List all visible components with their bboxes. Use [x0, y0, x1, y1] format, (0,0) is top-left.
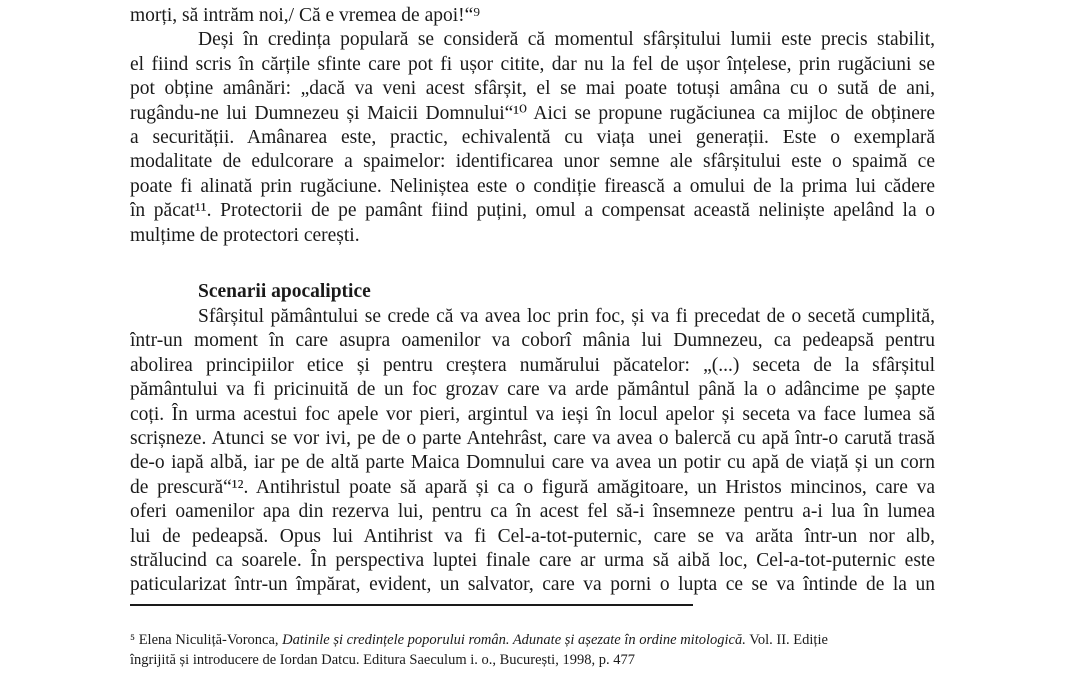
- text-line: Deși în credința populară se consideră că momentul sfârșitului lumii este precis stabilit,: [198, 29, 935, 51]
- text-line: strălucind ca soarele. În perspectiva luptei finale care ar urma să aibă loc, Cel-a-tot-puternic este: [130, 550, 935, 571]
- text-line: în păcat¹¹. Protectorii de pe pamânt fiind puțini, omul a compensat această neliniște apelând la o: [130, 200, 935, 222]
- footnote-title: Datinile și credințele poporului român. Adunate și așezate în ordine mitologică.: [282, 632, 746, 648]
- text-line: lui de pedeapsă. Opus lui Antihrist va fi Cel-a-tot-puternic, care se va arăta într-un nor alb,: [130, 525, 935, 547]
- text-line: abolirea principiilor etice și pentru creștera numărului păcatelor: „(...) seceta de la sfârșitul: [130, 354, 935, 376]
- text-line: scrișneze. Atunci se vor ivi, pe de o parte Antehrâst, care va avea o balercă cu apă într-o carută trasă: [130, 428, 935, 449]
- text-line: mulțime de protectori cerești.: [130, 224, 360, 246]
- text-line: modalitate de edulcorare a spaimelor: identificarea unor semne ale sfârșitului este o spaimă ce: [130, 151, 935, 173]
- text-line: a securității. Amânarea este, practic, echivalentă cu viața unei generații. Este o exemplară: [130, 127, 935, 148]
- section-heading: Scenarii apocaliptice: [198, 281, 371, 302]
- footnote-5-continued: îngrijită și introducere de Iordan Datcu. Editura Saeculum i. o., București, 1998, p. 477: [130, 652, 635, 668]
- text-line: de-o iapă albă, iar pe de altă parte Maica Domnului care va avea un potir cu apă de viață și un corn: [130, 452, 935, 474]
- footnote-volume: Vol. II. Ediție: [749, 632, 828, 648]
- text-line: Sfârșitul pământului se crede că va avea loc prin foc, și va fi precedat de o secetă cumplită,: [198, 306, 935, 327]
- footnote-marker: ⁵: [130, 632, 136, 648]
- text-line: pot obține amânări: „dacă va veni acest sfârșit, el se mai poate totuși amâna cu o sută de ani,: [130, 78, 935, 100]
- footnote-separator: [130, 604, 693, 606]
- text-line: oferi oamenilor apa din rezerva lui, pentru ca în acest fel să-i însemneze pentru a-i lua în lumea: [130, 501, 935, 523]
- text-line: poate fi alinată prin rugăciune. Neliniștea este o condiție firească a omului de la prima lui cădere: [130, 175, 935, 197]
- text-line: paticularizat într-un împărat, evident, un salvator, care va porni o lupta ce se va întinde de la un: [130, 574, 935, 596]
- text-line: într-un moment în care asupra oamenilor va coborî mânia lui Dumnezeu, ca pedeapsă pentru: [130, 330, 935, 352]
- text-line: coți. În urma acestui foc apele vor pieri, argintul va ieși în locul apelor și seceta va face lumea să: [130, 403, 935, 425]
- text-line: el fiind scris în cărțile sfinte care pot fi ușor citite, dar nu la fel de ușor înțelese, prin rugăciuni se: [130, 53, 935, 75]
- footnote-author: Elena Niculiță-Voronca,: [138, 632, 279, 648]
- text-line: rugându-ne lui Dumnezeu și Maicii Domnului“¹⁰ Aici se propune rugăciunea ca mijloc de obținere: [130, 102, 935, 124]
- text-line: pământului va fi pricinuită de un foc grozav care va arde pământul până la o adâncime pe șapte: [130, 379, 935, 401]
- text-line: de prescură“¹². Antihristul poate să apară și ca o figură amăgitoare, un Hristos mincinos, care va: [130, 476, 935, 498]
- footnote-5: [130, 631, 935, 649]
- text-line: morți, să intrăm noi,/ Că e vremea de apoi!“⁹: [130, 5, 481, 26]
